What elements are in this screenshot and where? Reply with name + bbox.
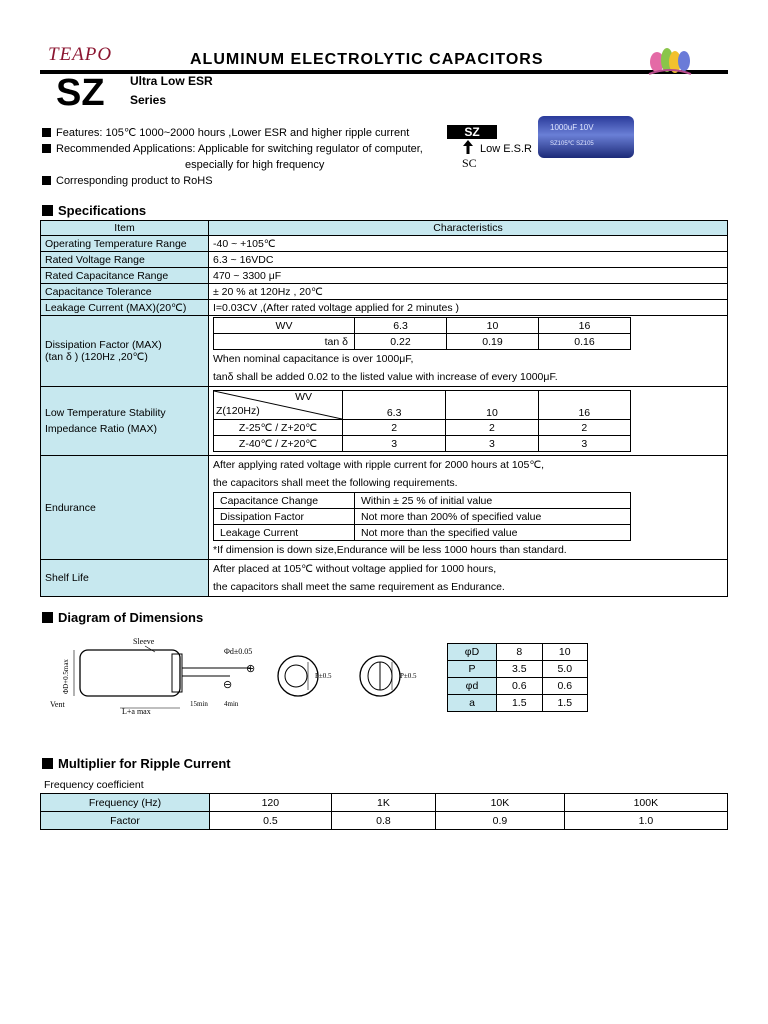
flower-logo-icon [645, 44, 695, 80]
leakage-label: Leakage Current (MAX)(20℃) [41, 300, 209, 316]
plus-icon: ⊕ [246, 663, 256, 675]
feature-line-2: Recommended Applications: Applicable for switching regulator of computer, [42, 141, 423, 157]
related-series: SC [462, 156, 477, 170]
table-row: P 3.5 5.0 [448, 661, 588, 678]
endurance-table [213, 492, 631, 541]
page-title: ALUMINUM ELECTROLYTIC CAPACITORS [190, 51, 544, 68]
table-row: a 1.5 1.5 [448, 695, 588, 712]
endurance-note: *If dimension is down size,Endurance will be less 1000 hours than standard. [213, 544, 567, 556]
op-temp-value: -40 ~ +105℃ [209, 236, 728, 252]
lt-label: Low Temperature Stability Impedance Ratio (MAX) [41, 387, 209, 456]
lt-table: WV Z(120Hz) 6.3 10 16 Z-25℃ / Z+20℃ 2 2 2 Z-40℃ / Z+20℃ 3 3 3 [213, 390, 631, 452]
feature-line-1: Features: 105℃ 1000~2000 hours ,Lower ESR and higher ripple current [42, 125, 409, 141]
sleeve-label: Sleeve [133, 637, 155, 646]
table-row: φD 8 10 [448, 644, 588, 661]
df-label: Dissipation Factor (MAX) (tan δ ) (120Hz ,20℃) [41, 316, 209, 387]
table-row: Leakage Current Not more than the specified value [214, 525, 631, 541]
leakage-value: I=0.03CV ,(After rated voltage applied for 2 minutes ) [209, 300, 728, 316]
df-note-1: When nominal capacitance is over 1000μF, [213, 353, 414, 365]
op-temp-label: Operating Temperature Range [41, 236, 209, 252]
table-row: Factor 0.5 0.8 0.9 1.0 [41, 812, 728, 830]
table-row: Capacitance Change Within ± 25 % of initial value [214, 493, 631, 509]
shelf-cell: After placed at 105℃ without voltage applied for 1000 hours, the capacitors shall meet the same requirement as Endurance. [209, 560, 728, 597]
shelf-label: Shelf Life [41, 560, 209, 597]
table-row: Frequency (Hz) 120 1K 10K 100K [41, 794, 728, 812]
endurance-label: Endurance [41, 456, 209, 560]
length-label: L+a max [122, 707, 151, 716]
df-note-2: tanδ shall be added 0.02 to the listed value with increase of every 1000μF. [213, 371, 558, 383]
diameter-label: ΦD+0.5max [62, 659, 70, 694]
vent-label: Vent [50, 700, 65, 709]
low-esr-label: Low E.S.R [480, 143, 532, 155]
series-subtitle-1: Ultra Low ESR [130, 74, 213, 88]
photo-print-1: 1000uF 10V [550, 123, 594, 132]
ripple-subheading: Frequency coefficient [44, 779, 144, 791]
specifications-table [40, 220, 728, 597]
ripple-heading: Multiplier for Ripple Current [42, 756, 231, 771]
rated-voltage-value: 6.3 ~ 16VDC [209, 252, 728, 268]
rated-voltage-label: Rated Voltage Range [41, 252, 209, 268]
feature-line-2b: especially for high frequency [185, 159, 325, 171]
col-item: Item [41, 221, 209, 236]
feature-line-3: Corresponding product to RoHS [42, 173, 213, 189]
rated-capacitance-label: Rated Capacitance Range [41, 268, 209, 284]
ripple-table [40, 793, 728, 830]
lead-diameter-label: Φd±0.05 [224, 647, 253, 656]
brand-logo: TEAPO [48, 44, 113, 65]
lt-cell [209, 387, 728, 456]
min15-label: 15min [190, 700, 208, 708]
series-subtitle-2: Series [130, 93, 167, 107]
dimensions-table [447, 643, 588, 712]
df-table: WV 6.3 10 16 tan δ 0.22 0.19 0.16 [213, 317, 631, 350]
series-badge: SZ [447, 125, 497, 139]
dimension-drawing [40, 632, 440, 722]
tolerance-label: Capacitance Tolerance [41, 284, 209, 300]
series-code: SZ [56, 72, 105, 114]
p-tolerance-1: P±0.5 [315, 672, 332, 680]
col-characteristics: Characteristics [209, 221, 728, 236]
dimensions-heading: Diagram of Dimensions [42, 610, 203, 625]
specs-heading: Specifications [42, 203, 146, 218]
rated-capacitance-value: 470 ~ 3300 μF [209, 268, 728, 284]
up-arrow-icon [462, 140, 474, 154]
minus-icon: ⊖ [223, 679, 233, 691]
min4-label: 4min [224, 700, 239, 708]
table-row: Dissipation Factor Not more than 200% of specified value [214, 509, 631, 525]
photo-print-2: SZ105℃ SZ105 [550, 141, 594, 147]
endurance-cell: After applying rated voltage with ripple current for 2000 hours at 105℃, the capacitors shall meet the following requirements. Capacitance Change Within ± 25 % of initial value Dissipation Factor Not more than 200% of specified value Leakage Current Not more than the specified value *If dimension is down size,Endurance will be less 1000 hours than standard. [209, 456, 728, 560]
capacitor-photo [536, 112, 636, 162]
table-row: φd 0.6 0.6 [448, 678, 588, 695]
df-cell [209, 316, 728, 387]
tolerance-value: ± 20 % at 120Hz , 20℃ [209, 284, 728, 300]
p-tolerance-2: P±0.5 [400, 672, 417, 680]
lt-diag-cell: WV Z(120Hz) [214, 391, 343, 420]
